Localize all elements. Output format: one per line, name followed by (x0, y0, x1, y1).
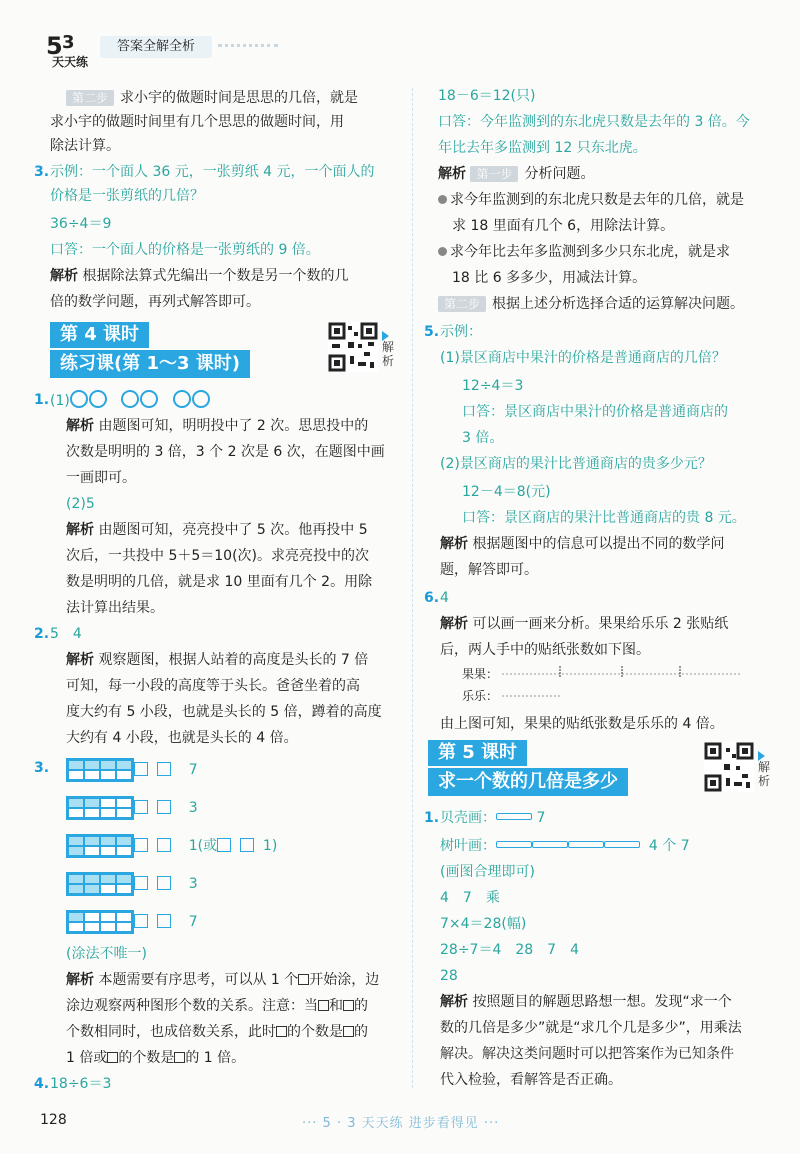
analysis-text: 根据上述分析选择合适的运算解决问题。 (492, 296, 745, 312)
bar-shape (496, 841, 532, 848)
text-line: 求小宇的做题时间是思思的几倍，就是 (120, 90, 359, 106)
bulb-icon (438, 195, 447, 204)
question-number: 1. (34, 392, 50, 408)
answer-line (440, 836, 690, 856)
square-icon (134, 762, 148, 776)
grid-answer-5 (134, 912, 198, 932)
analysis-text: 的 (354, 998, 368, 1014)
grid-figure-4 (66, 872, 134, 896)
grid-value: 7 (188, 914, 198, 930)
analysis-line: 次数是明明的 3 倍，3 个 2 次是 6 次，在题图中画 (66, 444, 385, 460)
analysis-text: 1 倍或 (66, 1050, 108, 1066)
sticker-row (502, 666, 742, 678)
sticker-diagram-guoguo (462, 664, 742, 684)
analysis-line (66, 1022, 368, 1042)
answer-equation: 36÷4＝9 (50, 216, 112, 232)
analysis-text: 可以画一画来分析。果果给乐乐 2 张贴纸 (472, 616, 729, 632)
analysis-line: 度大约有 5 小段，也就是头长的 5 倍，蹲着的高度 (66, 704, 382, 720)
analysis-line: 大约有 4 小段，也就是头长的 4 倍。 (66, 730, 298, 746)
sticker-row (502, 688, 572, 700)
square-icon (134, 914, 148, 928)
analysis-line: 法计算出结果。 (66, 600, 164, 616)
analysis-text: 根据题图中的信息可以提出不同的数学问 (472, 536, 725, 552)
analysis-line (66, 650, 368, 670)
grid-answer-4 (134, 874, 198, 894)
analysis-line: 题，解答即可。 (440, 562, 538, 578)
analysis-text: 分析问题。 (524, 166, 595, 182)
bar-shape (568, 841, 604, 848)
sticker-diagram-lele (462, 686, 572, 706)
analysis-line (50, 266, 348, 286)
svg-text:天天练: 天天练 (52, 55, 89, 69)
grid-answer-1 (134, 760, 198, 780)
grid-figure-3 (66, 834, 134, 858)
answer-equation: 12－4＝8(元) (462, 484, 551, 500)
square-icon (134, 800, 148, 814)
analysis-line (438, 242, 730, 262)
analysis-text: 个数相同时，也成倍数关系，此时 (66, 1024, 276, 1040)
qr-code-icon[interactable] (328, 322, 378, 372)
answer-line: 价格是一张剪纸的几倍？ (50, 188, 204, 204)
answer-line: 示例： (440, 324, 482, 340)
square-icon (240, 838, 254, 852)
analysis-line: 解决。解决这类问题时可以把答案作为已知条件 (440, 1046, 734, 1062)
analysis-line (440, 614, 728, 634)
analysis-text: 由题图可知，亮亮投中了 5 次。他再投中 5 (98, 522, 368, 538)
answer-line: 3 倍。 (462, 430, 504, 446)
grid-value: 7 (188, 762, 198, 778)
label-guoguo: 果果： (462, 667, 499, 681)
square-icon (157, 876, 171, 890)
label-shell: 贝壳画： (440, 810, 496, 826)
lesson5-subtitle: 求一个数的几倍是多少 (428, 768, 628, 796)
qr-label: 解析 (758, 760, 771, 788)
svg-text:5: 5 (46, 32, 63, 60)
answer-note: (涂法不唯一) (66, 946, 147, 962)
circle-icon (192, 390, 210, 408)
analysis-line (66, 416, 368, 436)
analysis-line: 一画即可。 (66, 470, 136, 486)
answer-line (440, 808, 545, 828)
bar-shape (532, 841, 568, 848)
question-number: 1. (424, 810, 440, 826)
analysis-text: 的 1 倍。 (185, 1050, 246, 1066)
lesson4-subtitle: 练习课(第 1～3 课时) (50, 350, 250, 378)
circle-icon (70, 390, 88, 408)
answer-note: (画图合理即可) (440, 864, 535, 880)
lesson4-title: 第 4 课时 (50, 322, 149, 348)
circle-icon (173, 390, 191, 408)
header-title: 答案全解全析 (100, 36, 212, 58)
answer-line: 年比去年多监测到 12 只东北虎。 (438, 140, 647, 156)
square-icon (157, 762, 171, 776)
analysis-text: 求今年比去年多监测到多少只东北虎，就是求 (450, 244, 730, 260)
square-icon (157, 914, 171, 928)
analysis-line (66, 520, 368, 540)
square-icon (157, 800, 171, 814)
analysis-line (440, 534, 724, 554)
grid-value: 1(或 (188, 838, 218, 854)
square-icon (157, 838, 171, 852)
answer-line: (1)景区商店中果汁的价格是普通商店的几倍？ (440, 350, 726, 366)
analysis-line: 代入检验，看解答是否正确。 (440, 1072, 622, 1088)
qr-code-icon[interactable] (704, 742, 754, 792)
grid-figure-5 (66, 910, 134, 934)
analysis-label: 解析 (66, 972, 94, 988)
analysis-line (438, 294, 744, 314)
analysis-text: 的个数是 (118, 1050, 175, 1066)
square-icon (174, 1052, 185, 1063)
answer-line: 示例：一个面人 36 元，一张剪纸 4 元，一个面人的 (50, 164, 375, 180)
answer-line: 4 (440, 590, 449, 606)
analysis-line (66, 970, 379, 990)
analysis-label: 解析 (438, 166, 466, 182)
step1-tag: 第一步 (470, 166, 518, 182)
square-icon (318, 1000, 329, 1011)
grid-figure-1 (66, 758, 134, 782)
analysis-text: 根据除法算式先编出一个数是另一个数的几 (82, 268, 349, 284)
grid-value: 3 (188, 876, 198, 892)
analysis-text: 涂边观察两种图形个数的关系。注意：当 (66, 998, 318, 1014)
circle-icon (140, 390, 158, 408)
analysis-line: 数是明明的几倍，就是求 10 里面有几个 2。用除 (66, 574, 373, 590)
footer-slogan: ··· 5 · 3 天天练 进步看得见 ··· (302, 1116, 500, 1131)
answer-equation: 7×4＝28(幅) (440, 916, 527, 932)
text-line: 求小宇的做题时间里有几个思思的做题时间，用 (50, 114, 344, 130)
square-icon (343, 1000, 354, 1011)
analysis-line (66, 996, 368, 1016)
svg-text:3: 3 (62, 32, 75, 53)
answer-circles (50, 390, 211, 411)
analysis-line: 倍的数学问题，再列式解答即可。 (50, 294, 260, 310)
analysis-line: 数的几倍是多少”就是“求几个几是多少”，用乘法 (440, 1020, 742, 1036)
analysis-line: 可知，每一小段的高度等于头长。爸爸坐着的高 (66, 678, 360, 694)
grid-answer-3 (134, 836, 277, 856)
bar-shape (604, 841, 640, 848)
question-number: 2. (34, 626, 50, 642)
value-leaf: 4 个 7 (648, 838, 690, 854)
answer-line: (2)景区商店的果汁比普通商店的贵多少元？ (440, 456, 712, 472)
text-line: 除法计算。 (50, 138, 120, 154)
circle-icon (89, 390, 107, 408)
analysis-label: 解析 (440, 536, 468, 552)
square-icon (217, 838, 231, 852)
analysis-text: 的个数是 (287, 1024, 343, 1040)
analysis-text: 的 (354, 1024, 368, 1040)
grid-value-tail: 1) (262, 838, 278, 854)
analysis-line (438, 190, 744, 210)
grid-figure-2 (66, 796, 134, 820)
part-label: (1) (50, 393, 70, 409)
analysis-line: 后，两人手中的贴纸张数如下图。 (440, 642, 650, 658)
header-divider (218, 44, 278, 51)
analysis-line: 18 比 6 多多少，用减法计算。 (452, 270, 647, 286)
analysis-label: 解析 (440, 994, 468, 1010)
analysis-line (438, 164, 594, 184)
bulb-icon (438, 247, 447, 256)
analysis-text: 按照题目的解题思路想一想。发现“求一个 (472, 994, 732, 1010)
step-line (66, 88, 358, 108)
square-icon (134, 838, 148, 852)
answer-line: 口答：一个面人的价格是一张剪纸的 9 倍。 (50, 242, 320, 258)
qr-label: 解析 (382, 340, 395, 368)
analysis-line (440, 992, 732, 1012)
question-number: 5. (424, 324, 440, 340)
square-icon (343, 1026, 354, 1037)
page-number: 128 (40, 1112, 67, 1128)
analysis-text: 本题需要有序思考，可以从 1 个 (98, 972, 299, 988)
step2-tag: 第二步 (66, 90, 114, 106)
label-lele: 乐乐： (462, 689, 499, 703)
circle-icon (121, 390, 139, 408)
analysis-line: 次后，一共投中 5＋5＝10(次)。求亮亮投中的次 (66, 548, 370, 564)
answer-line: 口答：景区商店的果汁比普通商店的贵 8 元。 (462, 510, 746, 526)
analysis-line: 求 18 里面有几个 6，用除法计算。 (452, 218, 675, 234)
answer-equation: 12÷4＝3 (462, 378, 524, 394)
step2-tag: 第二步 (438, 296, 486, 312)
analysis-text: 观察题图，根据人站着的高度是头长的 7 倍 (98, 652, 369, 668)
answer-line: 5 4 (50, 626, 82, 642)
analysis-line (66, 1048, 245, 1068)
analysis-line: 由上图可知，果果的贴纸张数是乐乐的 4 倍。 (440, 716, 724, 732)
analysis-label: 解析 (66, 522, 94, 538)
analysis-label: 解析 (66, 418, 94, 434)
answer-equation: 18÷6＝3 (50, 1076, 112, 1092)
label-leaf: 树叶画： (440, 838, 496, 854)
answer-equation: 28÷7＝4 28 7 4 (440, 942, 579, 958)
square-icon (134, 876, 148, 890)
analysis-text: 开始涂，边 (309, 972, 380, 988)
analysis-text: 和 (329, 998, 343, 1014)
analysis-label: 解析 (66, 652, 94, 668)
question-number: 3. (34, 760, 50, 776)
square-icon (298, 974, 309, 985)
analysis-label: 解析 (440, 616, 468, 632)
analysis-text: 由题图可知，明明投中了 2 次。思思投中的 (98, 418, 369, 434)
answer-line: 口答：今年监测到的东北虎只数是去年的 3 倍。今 (438, 114, 750, 130)
analysis-label: 解析 (50, 268, 78, 284)
answer-line: 4 7 乘 (440, 890, 500, 906)
answer-equation: 18－6＝12(只) (438, 88, 536, 104)
grid-answer-2 (134, 798, 198, 818)
answer-line: 口答：景区商店中果汁的价格是普通商店的 (462, 404, 728, 420)
answer-line: 28 (440, 968, 458, 984)
square-icon (107, 1052, 118, 1063)
bar-shape (496, 813, 532, 820)
analysis-text: 求今年监测到的东北虎只数是去年的几倍，就是 (450, 192, 744, 208)
value-shell: 7 (536, 810, 546, 826)
brand-logo (44, 28, 96, 70)
question-number: 6. (424, 590, 440, 606)
lesson5-title: 第 5 课时 (428, 740, 527, 766)
question-number: 3. (34, 164, 50, 180)
grid-value: 3 (188, 800, 198, 816)
answer-line: (2)5 (66, 496, 95, 512)
column-divider (412, 88, 413, 1088)
question-number: 4. (34, 1076, 50, 1092)
square-icon (276, 1026, 287, 1037)
